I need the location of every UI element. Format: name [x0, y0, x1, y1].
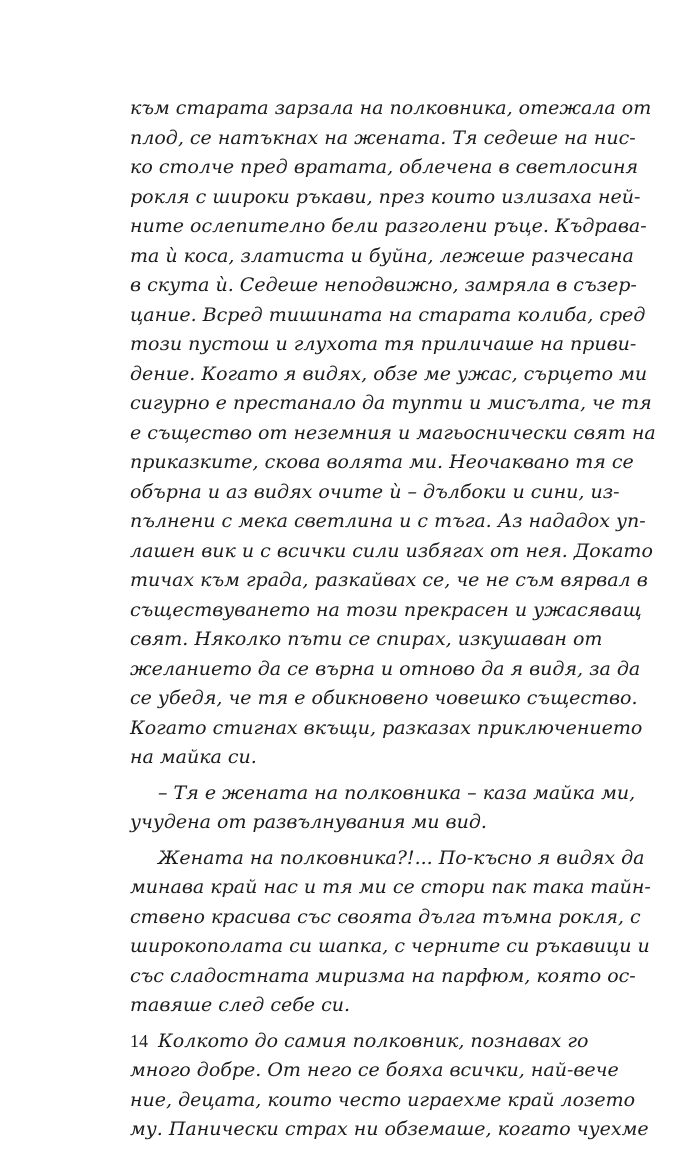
text-line: към старата зарзала на полковника, отежала от	[130, 97, 652, 119]
text-line: цание. Всред тишината на старата колиба, сред	[130, 303, 646, 326]
text-line: та ѝ коса, златиста и буйна, лежеше разчесана	[130, 244, 634, 267]
text-line: Жената на полковника?!... По-късно я видях да	[158, 846, 645, 869]
text-line: се убедя, че тя е обикновено човешко същество.	[130, 687, 638, 709]
text-line: пълнени с мека светлина и с тъга. Аз нададох уп-	[130, 510, 646, 532]
text-line: ние, децата, които често играехме край лозето	[130, 1088, 636, 1111]
paragraph	[130, 94, 656, 773]
text-line: много добре. От него се бояха всички, най-вече	[130, 1059, 619, 1081]
text-line: – Тя е жената на полковника – каза майка ми,	[158, 781, 636, 804]
text-line: плод, се натъкнах на жената. Тя седеше на нис-	[130, 126, 636, 149]
text-line: обърна и аз видях очите ѝ – дълбоки и сини, из-	[130, 480, 620, 503]
text-line: широкополата си шапка, с черните си ръкавици и	[130, 935, 650, 957]
text-line: ните ослепително бели разголени ръце. Къдрава-	[130, 215, 647, 237]
text-line: приказките, скова волята ми. Неочаквано тя се	[130, 451, 634, 473]
text-line: рокля с широки ръкави, през които излизаха ней-	[130, 185, 641, 208]
text-line: на майка си.	[130, 746, 257, 768]
text-line: Когато стигнах вкъщи, разказах приключението	[130, 716, 643, 739]
text-line: тавяше след себе си.	[130, 994, 351, 1016]
text-line: съществуването на този прекрасен и ужасяващ	[130, 598, 642, 621]
page-number: 14	[130, 1031, 148, 1051]
text-line: му. Панически страх ни обземаше, когато чуехме	[130, 1118, 649, 1140]
text-line: със сладостната миризма на парфюм, която ос-	[130, 964, 636, 987]
text-line: Колкото до самия полковник, познавах го	[158, 1029, 589, 1052]
paragraph	[130, 844, 651, 1021]
text-line: желанието да се върна и отново да я видя, за да	[130, 657, 641, 680]
text-line: този пустош и глухота тя приличаше на приви-	[130, 333, 637, 355]
body-text	[130, 94, 656, 1151]
text-line: минава край нас и тя ми се стори пак така тайн-	[130, 876, 651, 898]
paragraph	[130, 779, 636, 838]
text-line: лашен вик и с всички сили избягах от нея. Докато	[130, 539, 653, 562]
text-line: е същество от неземния и магьоснически свят на	[130, 421, 656, 444]
text-line: учудена от развълнувания ми вид.	[130, 811, 487, 833]
text-line: ко столче пред вратата, облечена в светлосиня	[130, 156, 639, 178]
text-line: тичах към града, разкайвах се, че не съм вярвал в	[130, 569, 648, 591]
text-line: в скута ѝ. Седеше неподвижно, замряла в съзер-	[130, 274, 637, 296]
text-line: сигурно е престанало да тупти и мисълта, че тя	[130, 392, 652, 414]
text-line: ствено красива със своята дълга тъмна рокля, с	[130, 905, 641, 928]
paragraph	[130, 1027, 649, 1145]
text-line: свят. Няколко пъти се спирах, изкушаван от	[130, 628, 603, 650]
text-line: дение. Когато я видях, обзе ме ужас, сърцето ми	[130, 362, 648, 385]
